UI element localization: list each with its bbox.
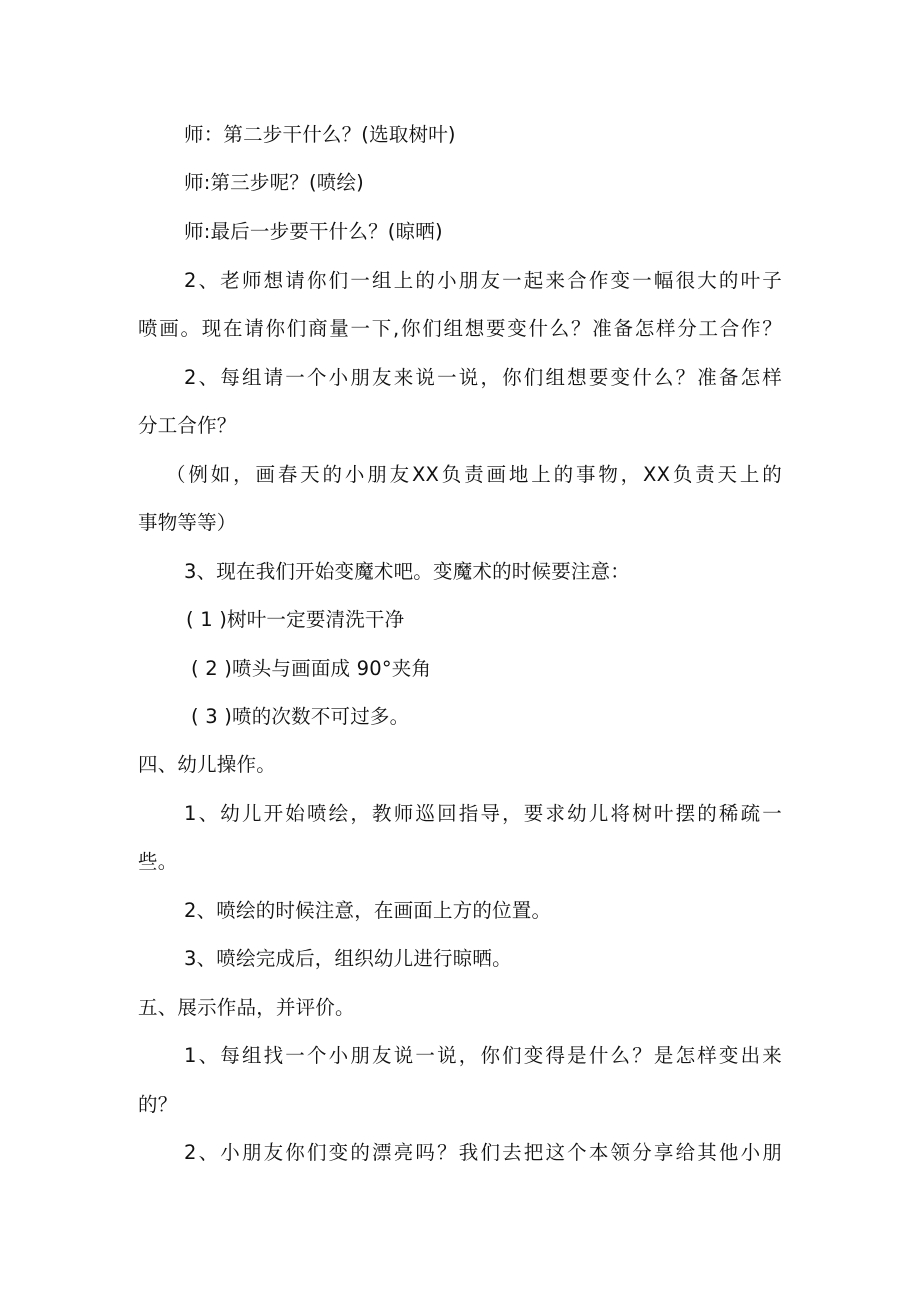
text-line: 的？	[138, 1093, 178, 1116]
text-line: 师：第二步干什么？(选取树叶)	[184, 123, 456, 146]
text-line: 2、小朋友你们变的漂亮吗？我们去把这个本领分享给其他小朋	[184, 1141, 782, 1164]
text-line: 些。	[138, 850, 178, 873]
text-line: 分工合作？	[138, 414, 237, 437]
section-heading: 五、展示作品，并评价。	[138, 996, 355, 1019]
text-line: 师:第三步呢？(喷绘)	[184, 171, 364, 194]
list-item: ( 1 )树叶一定要清洗干净	[186, 608, 405, 631]
text-line: 1、幼儿开始喷绘，教师巡回指导，要求幼儿将树叶摆的稀疏一	[184, 802, 782, 825]
list-item: ( 3 )喷的次数不可过多。	[191, 705, 410, 728]
text-line: 2、老师想请你们一组上的小朋友一起来合作变一幅很大的叶子	[184, 269, 782, 292]
text-line: 喷画。现在请你们商量一下,你们组想要变什么？准备怎样分工合作？	[138, 317, 782, 340]
text-line: 事物等等）	[138, 511, 237, 534]
text-line: 3、喷绘完成后，组织幼儿进行晾晒。	[184, 947, 512, 970]
list-item: ( 2 )喷头与画面成 90°夹角	[191, 657, 432, 680]
text-line: 1、每组找一个小朋友说一说，你们变得是什么？是怎样变出来	[184, 1044, 782, 1067]
text-line: 2、喷绘的时候注意，在画面上方的位置。	[184, 899, 552, 922]
text-line: （例如，画春天的小朋友XX负责画地上的事物，XX负责天上的	[166, 463, 782, 486]
text-line: 师:最后一步要干什么？(晾晒)	[184, 220, 443, 243]
text-line: 2、每组请一个小朋友来说一说，你们组想要变什么？准备怎样	[184, 366, 782, 389]
section-heading: 四、幼儿操作。	[138, 753, 276, 776]
text-line: 3、现在我们开始变魔术吧。变魔术的时候要注意：	[184, 560, 631, 583]
